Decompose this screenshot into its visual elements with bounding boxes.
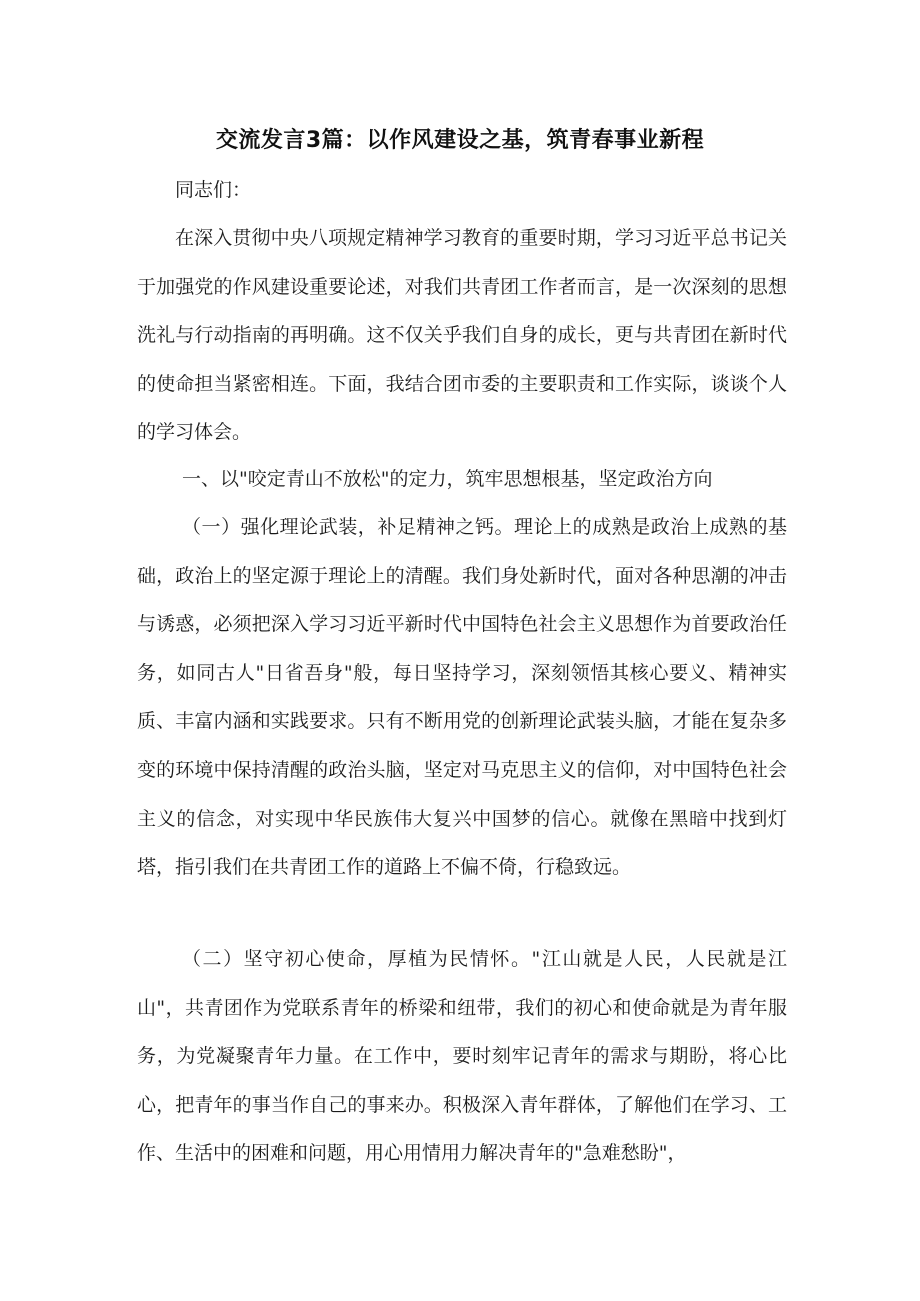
paragraph-1-2: （二）坚守初心使命，厚植为民情怀。"江山就是人民，人民就是江山"，共青团作为党联系青年的桥梁和纽带，我们的初心和使命就是为青年服务，为党凝聚青年力量。在工作中，要时刻牢记青年的需求与期盼，将心比心，把青年的事当作自己的事来办。积极深入青年群体，了解他们在学习、工作、生活中的困难和问题，用心用情用力解决青年的"急难愁盼"， bbox=[137, 948, 787, 1165]
salutation: 同志们： bbox=[175, 179, 252, 201]
document-title: 交流发言3篇：以作风建设之基，筑青春事业新程 bbox=[215, 128, 705, 153]
paragraph-1-1: （一）强化理论武装，补足精神之钙。理论上的成熟是政治上成熟的基础，政治上的坚定源于理论上的清醒。我们身处新时代，面对各种思潮的冲击与诱惑，必须把深入学习习近平新时代中国特色社会主义思想作为首要政治任务，如同古人"日省吾身"般，每日坚持学习，深刻领悟其核心要义、精神实质、丰富内涵和实践要求。只有不断用党的创新理论武装头脑，才能在复杂多变的环境中保持清醒的政治头脑，坚定对马克思主义的信仰，对中国特色社会主义的信念，对实现中华民族伟大复兴中国梦的信心。就像在黑暗中找到灯塔，指引我们在共青团工作的道路上不偏不倚，行稳致远。 bbox=[137, 516, 787, 879]
section-heading-1: 一、以"咬定青山不放松"的定力，筑牢思想根基，坚定政治方向 bbox=[182, 468, 713, 490]
paragraph-intro: 在深入贯彻中央八项规定精神学习教育的重要时期，学习习近平总书记关于加强党的作风建设重要论述，对我们共青团工作者而言，是一次深刻的思想洗礼与行动指南的再明确。这不仅关乎我们自身的成长，更与共青团在新时代的使命担当紧密相连。下面，我结合团市委的主要职责和工作实际，谈谈个人的学习体会。 bbox=[137, 227, 787, 444]
